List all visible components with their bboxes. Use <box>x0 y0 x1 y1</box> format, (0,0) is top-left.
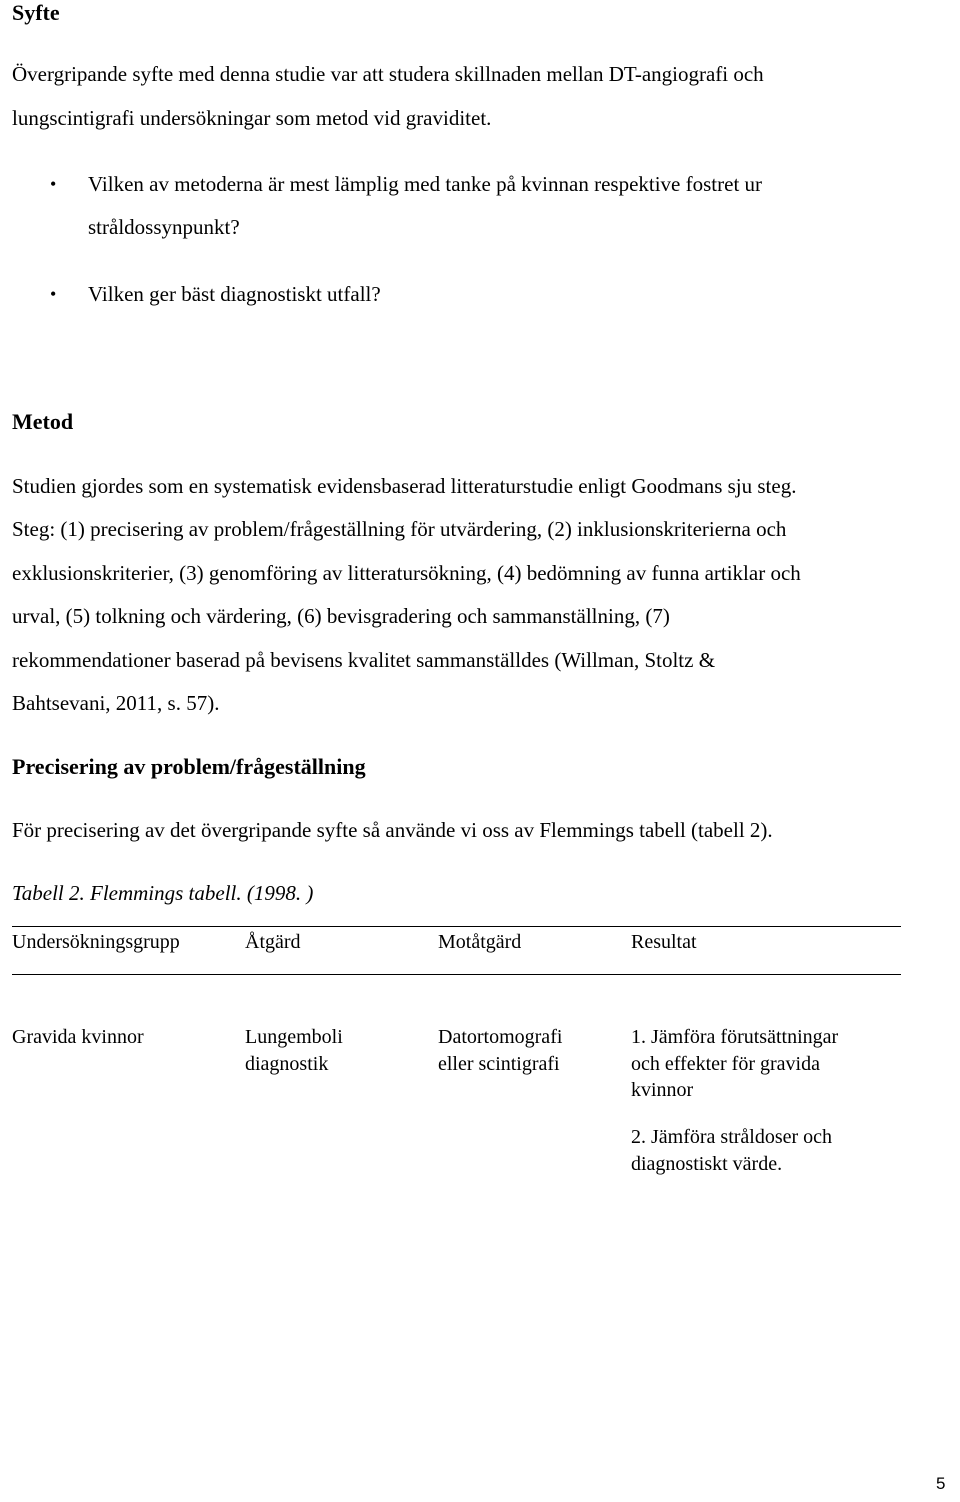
table-top-rule <box>12 926 901 927</box>
question-1-line-1: Vilken av metoderna är mest lämplig med tanke på kvinnan respektive fostret ur <box>88 172 763 196</box>
table-cell-motatgard-line-1: Datortomografi <box>438 1026 563 1048</box>
table-cell-resultat-1-line-1: 1. Jämföra förutsättningar <box>631 1026 839 1048</box>
page-number: 5 <box>936 1474 946 1493</box>
table-header-group: Undersökningsgrupp <box>12 931 180 953</box>
precisering-text: För precisering av det övergripande syfte så använde vi oss av Flemmings tabell (tabell 2). <box>12 818 773 842</box>
section-heading-syfte: Syfte <box>12 0 60 25</box>
metod-line-3: exklusionskriterier, (3) genomföring av litteratursökning, (4) bedömning av funna artiklar och <box>12 561 801 585</box>
metod-line-2: Steg: (1) precisering av problem/frågeställning för utvärdering, (2) inklusionskriterierna och <box>12 517 787 541</box>
table-header-resultat: Resultat <box>631 931 697 953</box>
section-heading-precisering: Precisering av problem/frågeställning <box>12 754 366 779</box>
table-cell-resultat-2-line-1: 2. Jämföra stråldoser och <box>631 1126 833 1148</box>
metod-line-4: urval, (5) tolkning och värdering, (6) bevisgradering och sammanställning, (7) <box>12 604 670 628</box>
section-heading-metod: Metod <box>12 409 74 434</box>
metod-line-6: Bahtsevani, 2011, s. 57). <box>12 691 220 715</box>
table-cell-motatgard-line-2: eller scintigrafi <box>438 1053 560 1075</box>
bullet-icon: • <box>50 284 57 304</box>
bullet-icon: • <box>50 174 57 194</box>
table-header-rule <box>12 974 901 975</box>
table-header-atgard: Åtgärd <box>245 931 301 953</box>
metod-line-5: rekommendationer baserad på bevisens kvalitet sammanställdes (Willman, Stoltz & <box>12 648 716 672</box>
table-cell-atgard-line-2: diagnostik <box>245 1053 329 1075</box>
metod-line-1: Studien gjordes som en systematisk evidensbaserad litteraturstudie enligt Goodmans sju steg. <box>12 474 797 498</box>
syfte-text-line-1: Övergripande syfte med denna studie var att studera skillnaden mellan DT-angiografi och <box>12 62 764 86</box>
table-cell-group: Gravida kvinnor <box>12 1026 144 1048</box>
table-cell-resultat-1-line-2: och effekter för gravida <box>631 1053 820 1075</box>
table-cell-resultat-2-line-2: diagnostiskt värde. <box>631 1153 783 1175</box>
table-cell-atgard-line-1: Lungemboli <box>245 1026 343 1048</box>
table-cell-resultat-1-line-3: kvinnor <box>631 1079 694 1101</box>
syfte-text-line-2: lungscintigrafi undersökningar som metod vid graviditet. <box>12 106 492 130</box>
question-2: Vilken ger bäst diagnostiskt utfall? <box>88 282 381 306</box>
table-caption: Tabell 2. Flemmings tabell. (1998. ) <box>12 881 314 905</box>
table-header-motatgard: Motåtgärd <box>438 931 522 953</box>
question-1-line-2: stråldossynpunkt? <box>88 215 240 239</box>
